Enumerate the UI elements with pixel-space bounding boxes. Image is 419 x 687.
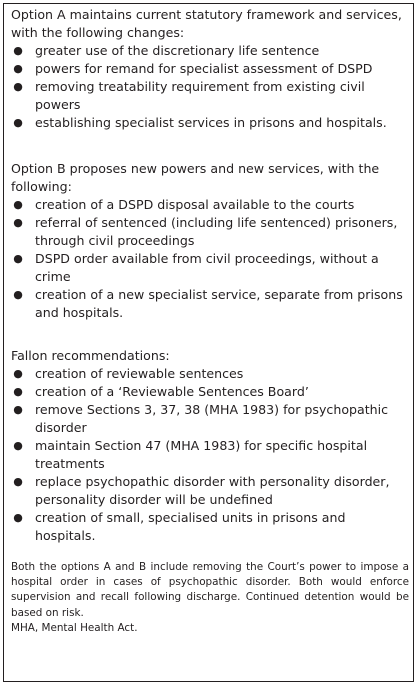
abbreviation-note: MHA, Mental Health Act. xyxy=(11,621,138,634)
fallon-list xyxy=(11,365,405,545)
list-item xyxy=(11,473,405,509)
list-item-text: replace psychopathic disorder with personality disorder, personality disorder will be undefined xyxy=(35,474,390,507)
bullet-icon: ● xyxy=(13,80,23,93)
list-item-text: referral of sentenced (including life sentenced) prisoners, through civil proceedings xyxy=(35,215,398,248)
list-item-text: creation of reviewable sentences xyxy=(35,366,244,381)
option-a-list xyxy=(11,42,405,132)
footnote xyxy=(11,560,409,636)
list-item-text: creation of small, specialised units in prisons and hospitals. xyxy=(35,510,346,543)
list-item-text: creation of a DSPD disposal available to the courts xyxy=(35,197,355,212)
bullet-icon: ● xyxy=(13,198,23,211)
list-item xyxy=(11,42,405,60)
list-item-text: creation of a new specialist service, separate from prisons and hospitals. xyxy=(35,287,403,320)
bullet-icon: ● xyxy=(13,116,23,129)
fallon-section xyxy=(11,347,405,545)
list-item-text: maintain Section 47 (MHA 1983) for specific hospital treatments xyxy=(35,438,368,471)
option-a-section xyxy=(11,6,405,132)
option-b-intro: Option B proposes new powers and new services, with the following: xyxy=(11,161,380,194)
bullet-icon: ● xyxy=(13,439,23,452)
list-item xyxy=(11,286,405,322)
list-item xyxy=(11,383,405,401)
list-item-text: remove Sections 3, 37, 38 (MHA 1983) for psychopathic disorder xyxy=(35,402,389,435)
list-item xyxy=(11,365,405,383)
footnote-text: Both the options A and B include removing the Court’s power to impose a hospital order in cases of psychopathic disorder. Both would enforce supervision and recall following discharge. Continued detention would be based on risk. xyxy=(11,561,409,619)
list-item-text: creation of a ‘Reviewable Sentences Board’ xyxy=(35,384,309,399)
bullet-icon: ● xyxy=(13,288,23,301)
list-item xyxy=(11,60,405,78)
bullet-icon: ● xyxy=(13,367,23,380)
list-item xyxy=(11,196,405,214)
fallon-intro: Fallon recommendations: xyxy=(11,348,170,363)
list-item-text: establishing specialist services in prisons and hospitals. xyxy=(35,115,387,130)
bullet-icon: ● xyxy=(13,216,23,229)
bullet-icon: ● xyxy=(13,62,23,75)
option-a-intro: Option A maintains current statutory framework and services, with the following changes: xyxy=(11,7,402,40)
list-item xyxy=(11,401,405,437)
bullet-icon: ● xyxy=(13,403,23,416)
bullet-icon: ● xyxy=(13,385,23,398)
list-item xyxy=(11,78,405,114)
list-item xyxy=(11,114,405,132)
bullet-icon: ● xyxy=(13,252,23,265)
option-b-list xyxy=(11,196,405,322)
list-item xyxy=(11,509,405,545)
bullet-icon: ● xyxy=(13,475,23,488)
list-item xyxy=(11,250,405,286)
list-item-text: removing treatability requirement from existing civil powers xyxy=(35,79,365,112)
list-item xyxy=(11,437,405,473)
option-b-section xyxy=(11,160,405,322)
list-item-text: DSPD order available from civil proceedings, without a crime xyxy=(35,251,379,284)
list-item xyxy=(11,214,405,250)
list-item-text: greater use of the discretionary life sentence xyxy=(35,43,320,58)
list-item-text: powers for remand for specialist assessment of DSPD xyxy=(35,61,373,76)
bullet-icon: ● xyxy=(13,44,23,57)
bullet-icon: ● xyxy=(13,511,23,524)
